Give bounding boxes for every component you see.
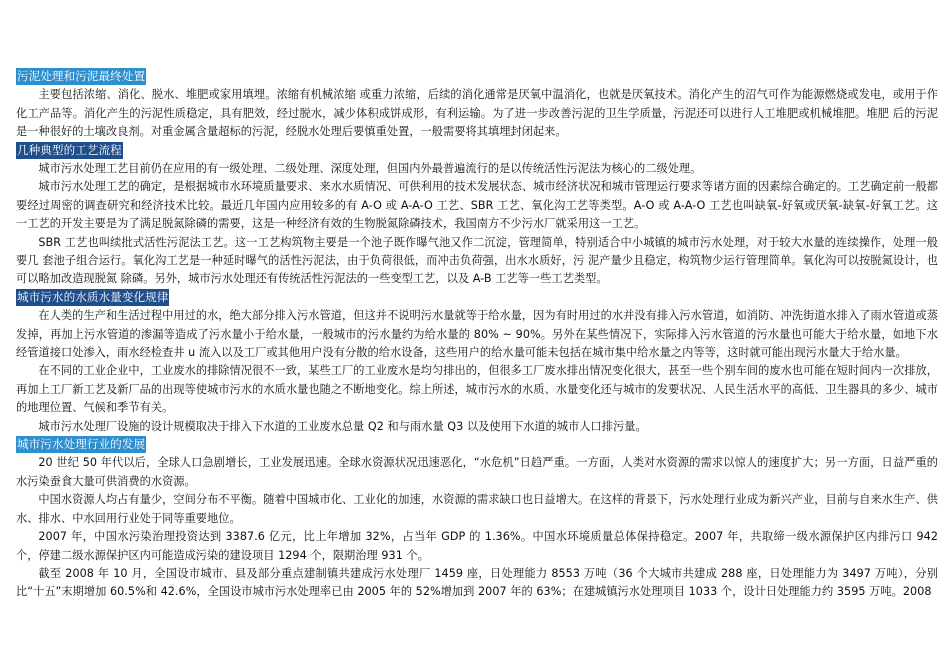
section-heading-row xyxy=(16,289,938,307)
paragraph: 城市污水处理工艺目前仍在应用的有一级处理、二级处理、深度处理，但国内外最普遍流行的是以传统活性污泥法为核心的二级处理。 xyxy=(38,162,702,175)
paragraph: 中国水资源人均占有量少，空间分布不平衡。随着中国城市化、工业化的加速，水资源的需求缺口也日益增大。在这样的背景下，污水处理行业成为新兴产业，目前与自来水生产、供水、排水、中水回用行业处于同等重要地位。 xyxy=(16,493,938,525)
section-heading-row xyxy=(16,436,938,454)
paragraph: 城市污水处理工艺的确定，是根据城市水环境质量要求、来水水质情况、可供利用的技术发展状态、城市经济状况和城市管理运行要求等诸方面的因素综合确定的。工艺确定前一般都要经过周密的调查研究和经济技术比较。最近几年国内应用较多的有 A-O 或 A-A-O 工艺、SBR 工艺、氧化沟工艺等类型。A-O 或 A-A-O 工艺也叫缺氧-好氧或厌氧-缺氧-好氧工艺。这一工艺的开发主要是为了满足脱氮除磷的需要，这是一种经济有效的生物脱氮除磷技术，我国南方不少污水厂就采用这一工艺。 xyxy=(16,180,938,231)
paragraph: 截至 2008 年 10 月，全国设市城市、县及部分重点建制镇共建成污水处理厂 1459 座，日处理能力 8553 万吨（36 个大城市共建成 288 座，日处理能力为 3497 万吨），分别比“十五”末期增加 60.5%和 42.6%，全国设市城市污水处理率已由 2005 年的 52%增加到 2007 年的 63%；在建城镇污水处理项目 1033 个，设计日处理能力约 3595 万吨。2008 xyxy=(16,566,938,599)
paragraph: 在人类的生产和生活过程中用过的水，绝大部分排入污水管道，但这并不说明污水量就等于给水量，因为有时用过的水并没有排入污水管道，如消防、冲洗街道水排入了雨水管道或蒸发掉，再加上污水管道的渗漏等造成了污水量小于给水量，一般城市的污水量约为给水量的 80% ~ 90%。另外在某些情况下，实际排入污水管道的污水量也可能大于给水量，如地下水经管道接口处渗入，雨水经检查井 u 流入以及工厂或其他用户没有分散的给水设备，这些用户的给水量可能未包括在城市集中给水量之内等等，这时就可能出现污水量大于给水量。 xyxy=(16,309,938,360)
section-heading-row xyxy=(16,142,938,160)
paragraph: 城市污水处理厂设施的设计规模取决于排入下水道的工业废水总量 Q2 和与雨水量 Q3 以及使用下水道的城市人口排污量。 xyxy=(38,419,647,433)
document-body xyxy=(16,68,938,602)
section-heading-row xyxy=(16,68,938,86)
section-heading-water-quality-variation: 城市污水的水质水量变化规律 xyxy=(17,289,169,304)
paragraph: 在不同的工业企业中，工业废水的排除情况很不一致，某些工厂的工业废水是均匀排出的，但很多工厂废水排出情况变化很大，甚至一些个别车间的废水也可能在短时间内一次排放，再加上工厂新工艺及新厂品的出现等使城市污水的水质水量也随之不断地变化。综上所述，城市污水的水质、水量变化还与城市的发要状况、人民生活水平的高低、卫生器具的多少、城市的地理位置、气候和季节有关。 xyxy=(16,364,938,415)
paragraph: SBR 工艺也叫续批式活性污泥法工艺。这一工艺构筑物主要是一个池子既作曝气池又作二沉淀，管理简单，特别适合中小城镇的城市污水处理，对于较大水量的连续操作，处理一般要几 套池子组合运行。氧化沟工艺是一种延时曝气的活性污泥法，由于负荷很低，而冲击负荷强，出水水质好，污 泥产量少且稳定，构筑物少运行管理简单。氧化沟可以按脱氮设计，也可以略加改造现脱氮 除磷。另外，城市污水处理还有传统活性污泥法的一些变型工艺，以及 A-B 工艺等一些工艺类型。 xyxy=(16,235,938,286)
section-heading-sludge-disposal: 污泥处理和污泥最终处置 xyxy=(17,69,146,83)
section-heading-typical-processes: 几种典型的工艺流程 xyxy=(17,142,122,157)
paragraph: 2007 年，中国水污染治理投资达到 3387.6 亿元，比上年增加 32%，占当年 GDP 的 1.36%。中国水环境质量总体保持稳定。2007 年，共取缔一级水源保护区内排污口 942 个，停建二级水源保护区内可能造成污染的建设项目 1294 个，限期治理 931 个。 xyxy=(16,530,938,562)
paragraph: 主要包括浓缩、消化、脱水、堆肥或家用填埋。浓缩有机械浓缩 或重力浓缩，后续的消化通常是厌氧中温消化，也就是厌氧技术。消化产生的沼气可作为能源燃烧或发电，或用于作化工产品等。消化产生的污泥性质稳定，具有肥效，经过脱水，减少体积成饼成形，有利运输。为了进一步改善污泥的卫生学质量，污泥还可以进行人工堆肥或机械堆肥。堆肥 后的污泥是一种很好的土壤改良剂。对重金属含量超标的污泥，经脱水处理后要慎重处置，一般需要将其填埋封闭起来。 xyxy=(16,88,938,139)
section-heading-industry-development: 城市污水处理行业的发展 xyxy=(17,437,146,452)
paragraph: 20 世纪 50 年代以后，全球人口急剧增长，工业发展迅速。全球水资源状况迅速恶化，“水危机”日趋严重。一方面，人类对水资源的需求以惊人的速度扩大；另一方面，日益严重的水污染蚕食大量可供消费的水资源。 xyxy=(16,456,938,488)
